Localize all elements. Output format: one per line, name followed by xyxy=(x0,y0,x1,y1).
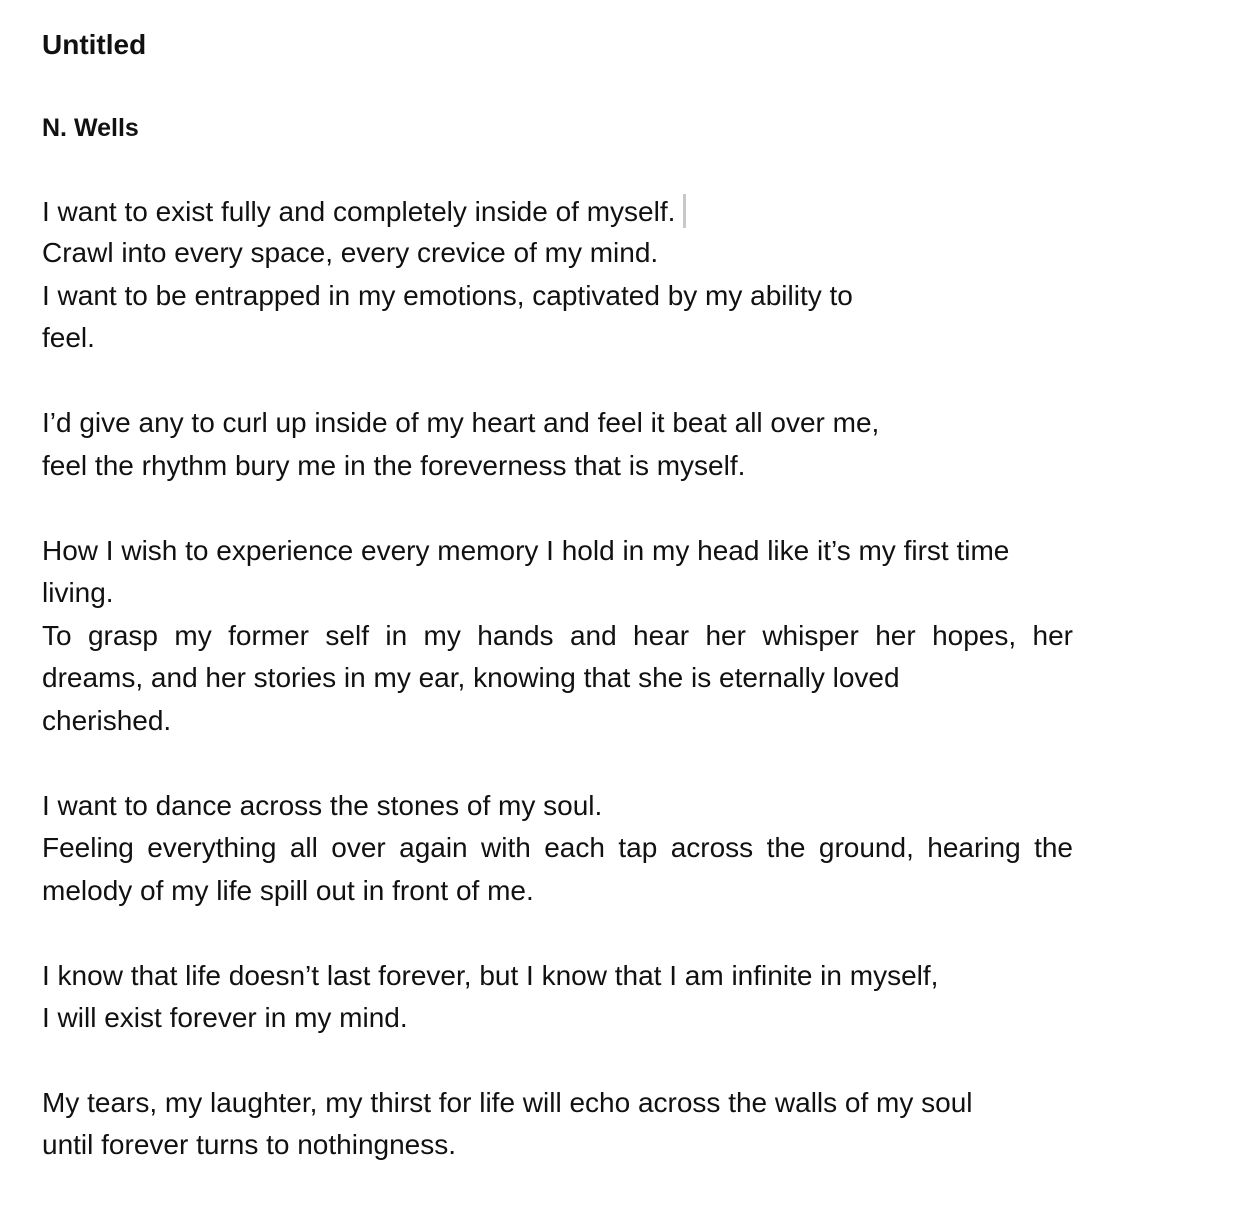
poem-line: I know that life doesn’t last forever, but I know that I am infinite in myself, xyxy=(42,960,939,991)
poem-line: feel. xyxy=(42,322,95,353)
poem-line: feel the rhythm bury me in the foreverness that is myself. xyxy=(42,450,746,481)
poem-line: I want to exist fully and completely inside of myself. xyxy=(42,194,686,229)
poem-line: My tears, my laughter, my thirst for life will echo across the walls of my soul xyxy=(42,1087,973,1118)
poem-line: Feeling everything all over again with each tap across the ground, hearing the xyxy=(42,832,1073,863)
poem-line: melody of my life spill out in front of me. xyxy=(42,875,534,906)
poem-line: dreams, and her stories in my ear, knowing that she is eternally loved xyxy=(42,662,900,693)
document-author: N. Wells xyxy=(42,114,139,142)
text-cursor xyxy=(683,194,686,228)
poem-line: How I wish to experience every memory I hold in my head like it’s my first time xyxy=(42,535,1010,566)
poem-line: I want to be entrapped in my emotions, captivated by my ability to xyxy=(42,280,853,311)
poem-line: living. xyxy=(42,577,114,608)
poem-line: I will exist forever in my mind. xyxy=(42,1002,408,1033)
poem-line: cherished. xyxy=(42,705,172,736)
poem-line: Crawl into every space, every crevice of my mind. xyxy=(42,237,659,268)
document-title: Untitled xyxy=(42,29,147,60)
poem-line: I want to dance across the stones of my soul. xyxy=(42,790,603,821)
poem-line: until forever turns to nothingness. xyxy=(42,1129,457,1160)
poem-line: I’d give any to curl up inside of my heart and feel it beat all over me, xyxy=(42,407,880,438)
poem-line: To grasp my former self in my hands and hear her whisper her hopes, her xyxy=(42,620,1073,651)
